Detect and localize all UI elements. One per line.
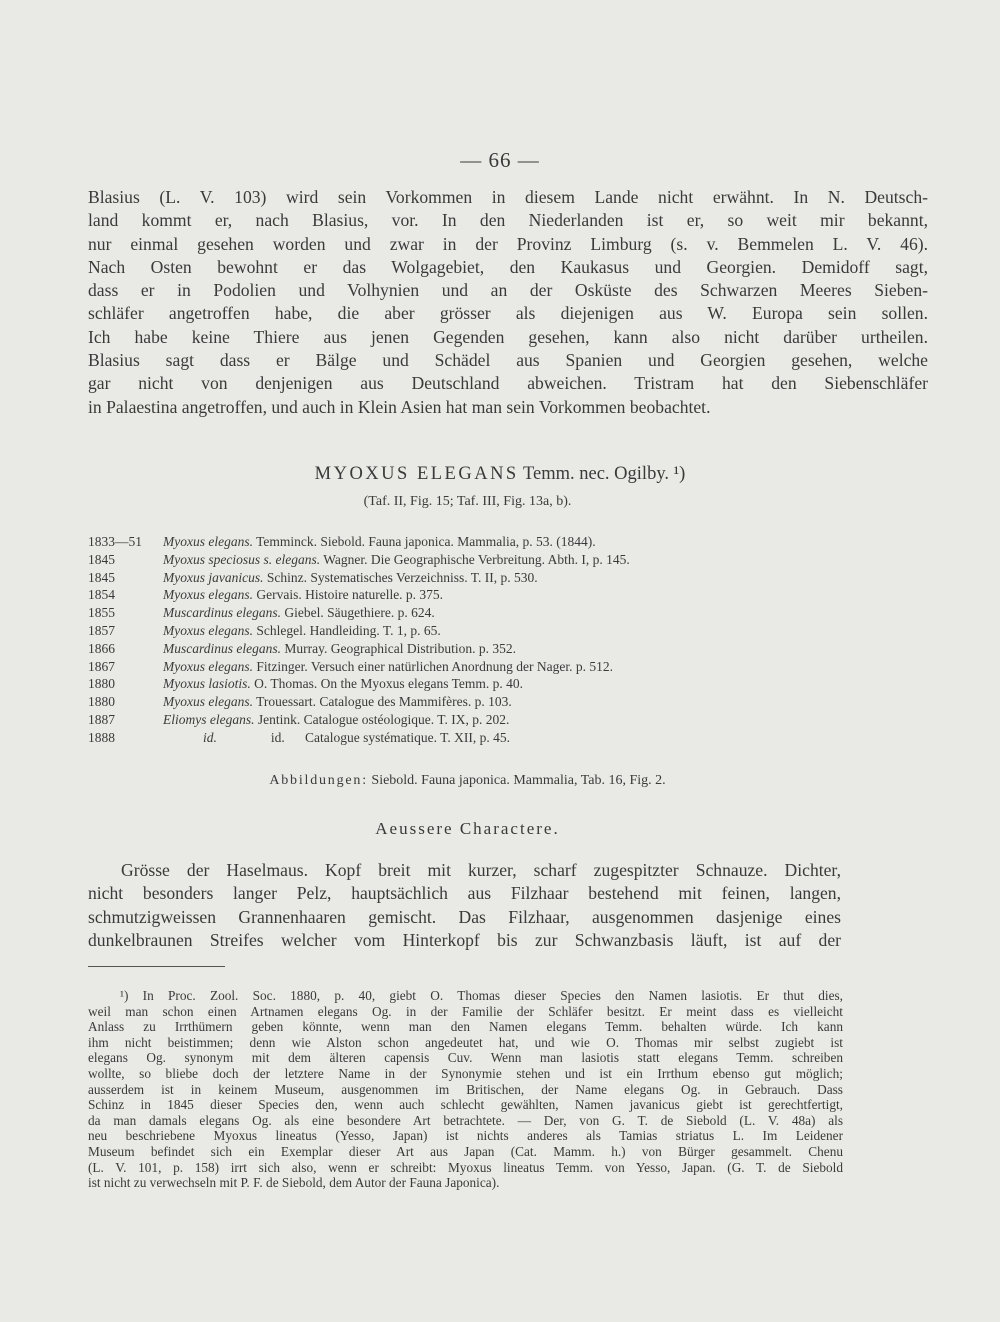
synonymy-name: id. [203, 729, 217, 745]
footnote-line: ihm nicht beistimmen; denn wie Alston schon angedeutet hat, und wie O. Thomas mir selbst zugiebt ist [88, 1034, 843, 1050]
text-line: dass er in Podolien und Volhynien und an der Osküste des Schwarzen Meeres Sieben- [88, 280, 928, 301]
synonymy-reference: Fitzinger. Versuch einer natürlichen Anordnung der Nager. p. 512. [252, 658, 614, 674]
footnote-line: ¹) In Proc. Zool. Soc. 1880, p. 40, giebt O. Thomas dieser Species den Namen lasiotis. Er thut dies, [120, 988, 843, 1003]
synonymy-entry [88, 658, 848, 676]
synonymy-entry [88, 604, 848, 622]
synonymy-entry [88, 711, 848, 729]
synonymy-entry [88, 640, 848, 658]
synonymy-year: 1855 [88, 605, 115, 621]
synonymy-entry [88, 569, 848, 587]
synonymy-entry [88, 551, 848, 569]
plate-reference: (Taf. II, Fig. 15; Taf. III, Fig. 13a, b). [363, 494, 572, 509]
text-line: schmutzigweissen Grannenhaaren gemischt. Das Filzhaar, ausgenommen dasjenige eines [88, 906, 841, 927]
synonymy-year: 1867 [88, 658, 115, 674]
synonymy-reference: Wagner. Die Geographische Verbreitung. Abth. I, p. 145. [320, 551, 630, 567]
text-line: Ich habe keine Thiere aus jenen Gegenden gesehen, kann also nicht darüber urtheilen. [88, 326, 928, 347]
synonymy-reference: id. Catalogue systématique. T. XII, p. 45. [216, 729, 510, 745]
synonymy-reference: Trouessart. Catalogue des Mammifères. p. 103. [252, 694, 512, 710]
text-line: dunkelbraunen Streifes welcher vom Hinterkopf bis zur Schwanzbasis läuft, ist auf der [88, 930, 841, 951]
synonymy-reference: Jentink. Catalogue ostéologique. T. IX, p. 202. [254, 711, 510, 727]
synonymy-name: Myoxus elegans. [163, 622, 253, 638]
footnote [88, 988, 843, 1191]
synonymy-reference: O. Thomas. On the Myoxus elegans Temm. p. 40. [250, 676, 524, 692]
text-line: land kommt er, nach Blasius, vor. In den Niederlanden ist er, so weit mir bekannt, [88, 210, 928, 231]
synonymy-reference: Murray. Geographical Distribution. p. 352. [281, 640, 516, 656]
synonymy-name: Muscardinus elegans. [163, 640, 281, 656]
text-line: nur einmal gesehen worden und zwar in der Provinz Limburg (s. v. Bemmelen L. V. 46). [88, 233, 928, 254]
text-line: Blasius (L. V. 103) wird sein Vorkommen in diesem Lande nicht erwähnt. In N. Deutsch- [88, 187, 928, 207]
footnote-line: da man damals elegans Og. als eine besondere Art betrachtete. — Der, von G. T. de Siebold (L. V. 48a) als [88, 1112, 843, 1128]
synonymy-entry [88, 622, 848, 640]
description-paragraph [88, 859, 841, 953]
footnote-line: neu beschriebene Myoxus lineatus (Yesso, Japan) ist nichts anderes als Tamias striatus L. Im Leidener [88, 1128, 843, 1144]
synonymy-year: 1857 [88, 622, 115, 638]
synonymy-reference: Gervais. Histoire naturelle. p. 375. [252, 587, 444, 603]
synonymy-year: 1854 [88, 587, 115, 603]
synonymy-entry [88, 675, 848, 693]
synonymy-entry [88, 586, 848, 604]
footnote-line: weil man schon einen Artnamen elegans Og. in der Familie der Schläfer besitzt. Er meint dass es vielleicht [88, 1003, 843, 1019]
section-heading: Aeussere Charactere. [375, 819, 560, 838]
footnote-line: ist nicht zu verwechseln mit P. F. de Siebold, dem Autor der Fauna Japonica). [88, 1175, 500, 1191]
text-line: Nach Osten bewohnt er das Wolgagebiet, den Kaukasus und Georgien. Demidoff sagt, [88, 256, 928, 277]
footnote-line: Anlass zu Irrthümern geben könnte, wenn man den Namen elegans Temm. behalten würde. Ich kann [88, 1019, 843, 1035]
page-number: — 66 — [460, 148, 540, 172]
synonymy-entry [88, 533, 848, 551]
footnote-line: (L. V. 101, p. 158) irrt sich also, wenn er schreibt: Myoxus lineatus Temm. von Yesso, Japan. (G. T. de Siebold [88, 1159, 843, 1175]
synonymy-year: 1887 [88, 711, 115, 727]
synonymy-name: Myoxus javanicus. [163, 569, 264, 585]
synonymy-name: Muscardinus elegans. [163, 605, 281, 621]
synonymy-year: 1880 [88, 694, 115, 710]
species-heading [0, 464, 1000, 485]
footnote-line: wollte, so bliebe doch der letztere Name in der Synonymie stehen und ist ein Irrthum ebenso gut möglich; [88, 1065, 843, 1081]
species-authority: Temm. nec. Ogilby. [518, 464, 669, 484]
synonymy-list [88, 533, 848, 747]
text-line: Grösse der Haselmaus. Kopf breit mit kurzer, scharf zugespitzter Schnauze. Dichter, [121, 860, 841, 880]
footnote-mark: ¹) [673, 464, 686, 484]
synonymy-year: 1888 [88, 729, 115, 745]
footnote-divider [88, 966, 225, 967]
text-line: gar nicht von denjenigen aus Deutschland abweichen. Tristram hat den Siebenschläfer [88, 373, 928, 394]
text-line: in Palaestina angetroffen, und auch in Klein Asien hat man sein Vorkommen beobachtet. [88, 396, 711, 417]
synonymy-name: Myoxus lasiotis. [163, 676, 251, 692]
synonymy-name: Myoxus elegans. [163, 694, 253, 710]
text-line: Blasius sagt dass er Bälge und Schädel aus Spanien und Georgien gesehen, welche [88, 350, 928, 371]
synonymy-name: Myoxus elegans. [163, 587, 253, 603]
synonymy-year: 1845 [88, 551, 115, 567]
footnote-line: ausserdem ist in keinem Museum, ausgenommen im Britischen, der Name elegans Og. in Gebrauch. Dass [88, 1081, 843, 1097]
illustrations-text: Siebold. Fauna japonica. Mammalia, Tab. 16, Fig. 2. [367, 773, 666, 788]
footnote-line: Schinz in 1845 dieser Species den, wenn auch schlecht gewählten, Namen javanicus giebt ist gerechtfertigt, [88, 1097, 843, 1113]
footnote-line: elegans Og. synonym mit dem älteren capensis Cuv. Wenn man lasiotis statt elegans Temm. schreiben [88, 1050, 843, 1066]
synonymy-name: Myoxus speciosus s. elegans. [163, 551, 321, 567]
synonymy-year: 1833—51 [88, 534, 142, 549]
synonymy-reference: Schlegel. Handleiding. T. 1, p. 65. [252, 622, 441, 638]
synonymy-name: Myoxus elegans. [163, 658, 253, 674]
synonymy-reference: Schinz. Systematisches Verzeichniss. T. II, p. 530. [263, 569, 538, 585]
synonymy-entry [88, 729, 848, 747]
footnote-line: Museum befindet sich ein Exemplar dieser Art aus Japan (Cat. Mamm. h.) von Bürger gesammelt. Chenu [88, 1143, 843, 1159]
main-paragraph [88, 186, 928, 419]
text-line: schläfer angetroffen habe, die aber grösser als diejenigen aus W. Europa sein sollen. [88, 303, 928, 324]
synonymy-reference: Giebel. Säugethiere. p. 624. [281, 605, 435, 621]
synonymy-name: Eliomys elegans. [163, 711, 255, 727]
synonymy-name: Myoxus elegans. [163, 534, 253, 549]
species-name: MYOXUS ELEGANS [314, 464, 519, 484]
illustrations-reference [0, 773, 935, 789]
text-line: nicht besonders langer Pelz, hauptsächlich aus Filzhaar bestehend mit feinen, langen, [88, 883, 841, 904]
synonymy-year: 1866 [88, 640, 115, 656]
synonymy-entry [88, 693, 848, 711]
illustrations-label: Abbildungen: [269, 773, 368, 788]
synonymy-year: 1880 [88, 676, 115, 692]
synonymy-reference: Temminck. Siebold. Fauna japonica. Mammalia, p. 53. (1844). [252, 534, 596, 549]
synonymy-year: 1845 [88, 569, 115, 585]
